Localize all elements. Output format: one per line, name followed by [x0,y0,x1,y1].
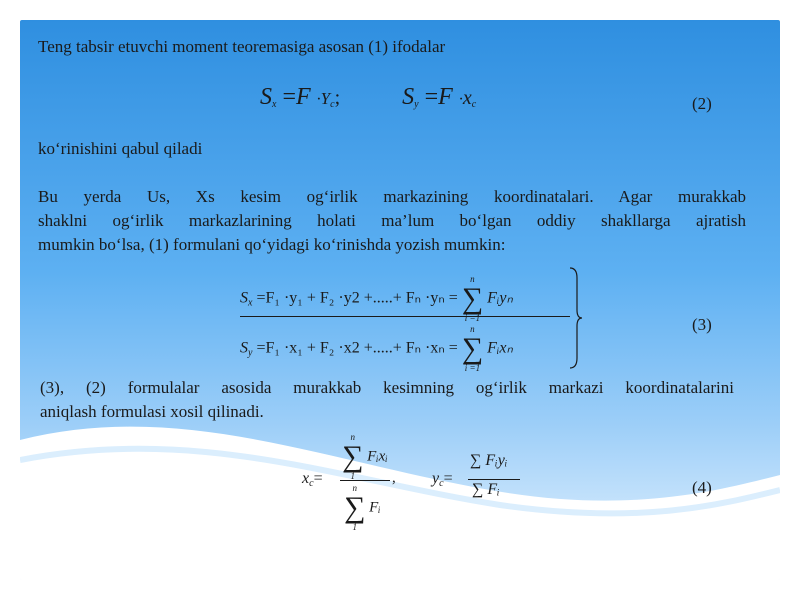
equation-4-denominator: n ∑ 1 Fᵢ [344,483,381,532]
equation-4-fraction-bar [340,480,390,481]
equation-3-row-1: $S_x =F_1 \cdot y_1 + F_2 \cdot y2$ +.....+ Fₙ ·yₙ = n ∑ i =1 Fᵢyₙ [240,274,513,323]
paragraph-line-1: Bu yerda Us, Xs kesim og‘irlik markazining koordinatalari. Agar murakkab [38,187,746,206]
right-brace-icon [568,266,584,370]
equation-3-divider [240,316,570,317]
equation-4-numerator: n ∑ 1 Fᵢxᵢ [342,432,388,481]
equation-4-label: (4) [692,478,712,497]
equation-2: $S_x =F \cdot Y_c$; $S_y =F \cdot x_c$ [260,84,477,110]
equation-3-row-2: $S_y =F_1 \cdot x_1 + F_2 \cdot x2$ +.....+ Fₙ ·xₙ = n ∑ i =1 Fᵢxₙ [240,324,513,373]
equation-4-comma: , [392,470,396,486]
equation-2-label: (2) [692,94,712,113]
equation-4-xc: $x_c=$ [302,470,323,489]
equation-4-fraction-bar-2 [468,479,520,480]
equation-4-numerator-2: ∑ Fᵢyᵢ [470,452,508,469]
result-line: ko‘rinishini qabul qiladi [38,139,203,158]
slide [20,20,780,580]
paragraph-line-2: shaklni og‘irlik markazlarining holati ma’lum bo‘lgan oddiy shakllarga ajratish [38,211,746,230]
conclusion-line-2: aniqlash formulasi xosil qilinadi. [40,402,264,421]
equation-4-yc: $y_c=$ [432,470,453,489]
conclusion-line-1: (3), (2) formulalar asosida murakkab kesimning og‘irlik markazi koordinatalarini [40,378,734,397]
intro-line: Teng tabsir etuvchi moment teoremasiga asosan (1) ifodalar [38,37,446,56]
equation-4-denominator-2: ∑ Fᵢ [472,481,500,498]
equation-3-label: (3) [692,315,712,334]
paragraph-line-3: mumkin bo‘lsa, (1) formulani qo‘yidagi ko‘rinishda yozish mumkin: [38,235,506,254]
